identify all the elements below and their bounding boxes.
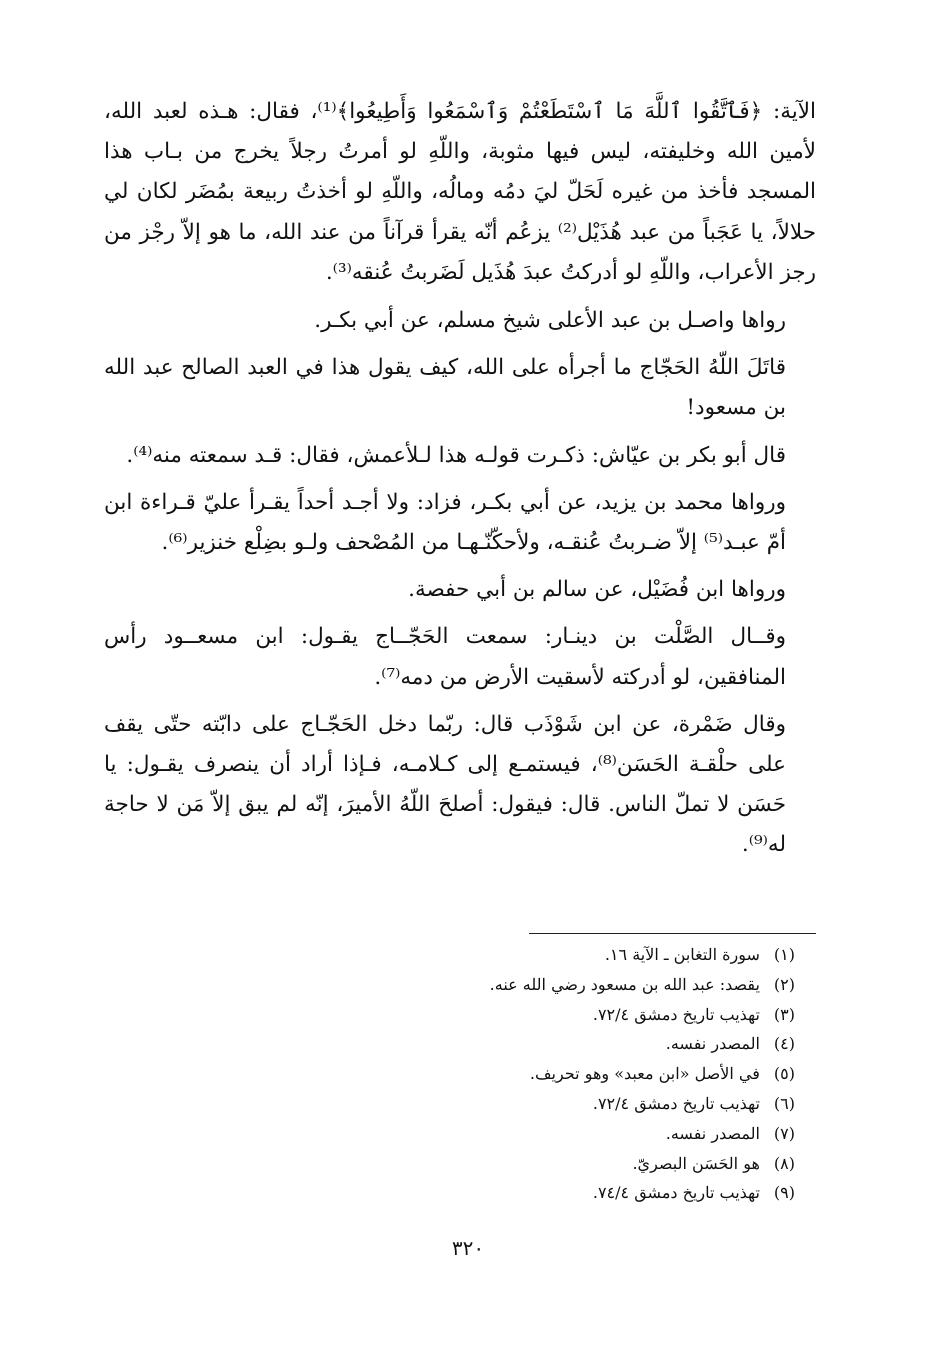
footnote-number: (٢) — [773, 974, 795, 994]
footnote-item — [300, 1149, 795, 1179]
footnote-divider — [529, 933, 816, 934]
main-text — [104, 92, 816, 873]
footnote-text: سورة التغابن ـ الآية ١٦. — [604, 945, 760, 964]
footnote-number: (٨) — [773, 1153, 795, 1173]
paragraph: قال أبو بكر بن عيّاش: ذكـرت قولـه هذا لـلأعمش، فقال: قـد سمعته منه⁽⁴⁾. — [126, 442, 786, 468]
paragraph: وقــال الصَّلْت بن دينـار: سمعت الحَجّــاج يقـول: ابن مسعــود رأس المنافقين، لو أدركته لأسقيت الأرض من دمه⁽⁷⁾. — [104, 624, 786, 690]
footnote-item — [300, 1000, 795, 1030]
footnote-item — [300, 1119, 795, 1149]
paragraph: ورواها محمد بن يزيد، عن أبي بكـر، فزاد: ولا أجـد أحداً يقـرأ عليّ قـراءة ابن أمّ عبـد⁽⁵⁾ إلاّ ضـربتُ عُنقـه، ولأحكّنّـهـا من المُصْحف ولـو بضِلْع خنزير⁽⁶⁾. — [104, 489, 786, 556]
footnotes — [300, 940, 795, 1208]
footnote-item — [300, 940, 795, 970]
footnote-text: تهذيب تاريخ دمشق ٧٢/٤. — [592, 1093, 760, 1113]
paragraph: الآية: ﴿فَٱتَّقُوا ٱللَّهَ مَا ٱسْتَطَعْتُمْ وَٱسْمَعُوا وَأَطِيعُوا﴾⁽¹⁾، فقال: هـذه لعبد الله، لأمين الله وخليفته، ليس فيها مثوبة، واللّهِ لو أمرتُ رجلاً يخرج من بـاب هذا المسجد فأخذ من غيره لَحَلّ ليَ دمُه ومالُه، واللّهِ لو أخذتُ ربيعة بمُضَر لكان لي حلالاً، يا عَجَباً من عبد هُذَيْل⁽²⁾ يزعُم أنّه يقرأ قرآناً من عند الله، ما هو إلاّ رجْز من رجز الأعراب، واللّهِ لو أدركتُ عبدَ هُذَيل لَضَربتُ عُنقه⁽³⁾. — [104, 99, 816, 285]
footnote-text: يقصد: عبد الله بن مسعود رضي الله عنه. — [489, 974, 760, 994]
paragraph: قاتَلَ اللّهُ الحَجّاج ما أجرأه على الله، كيف يقول هذا في العبد الصالح عبد الله بن مسعود! — [104, 355, 786, 421]
footnote-text: تهذيب تاريخ دمشق ٧٤/٤. — [592, 1183, 760, 1203]
footnote-number: (٤) — [773, 1034, 795, 1054]
footnote-number: (٥) — [773, 1064, 795, 1084]
paragraph: وقال ضَمْرة، عن ابن شَوْذَب قال: ربّما دخل الحَجّـاج على دابّته حتّى يقف على حلْقـة الحَسَن⁽⁸⁾، فيستمـع إلى كـلامـه، فـإذا أراد أن ينصرف يقـول: يا حَسَن لا تملّ الناس. قال: فيقول: أصلحَ اللّهُ الأميرَ، إنّه لم يبق إلاّ مَن لا حاجة له⁽⁹⁾. — [104, 711, 786, 858]
page-number: ٣٢٠ — [451, 1236, 485, 1260]
footnote-item — [300, 1178, 795, 1208]
footnote-number: (١) — [773, 945, 795, 964]
footnote-item — [300, 1059, 795, 1089]
footnote-text: في الأصل «ابن معبد» وهو تحريف. — [529, 1064, 760, 1084]
footnote-item — [300, 1029, 795, 1059]
footnote-text: المصدر نفسه. — [665, 1123, 760, 1143]
footnote-text: هو الحَسَن البصريّ. — [632, 1153, 760, 1173]
footnote-text: المصدر نفسه. — [665, 1034, 760, 1054]
footnote-text: تهذيب تاريخ دمشق ٧٢/٤. — [592, 1004, 760, 1024]
paragraph: ورواها ابن فُضَيْل، عن سالم بن أبي حفصة. — [408, 577, 786, 603]
footnote-item — [300, 1089, 795, 1119]
footnote-number: (٧) — [773, 1123, 795, 1143]
footnote-number: (٩) — [773, 1183, 795, 1203]
footnote-number: (٦) — [773, 1093, 795, 1113]
paragraph: رواها واصـل بن عبد الأعلى شيخ مسلم، عن أبي بكـر. — [314, 308, 786, 334]
footnote-number: (٣) — [773, 1004, 795, 1024]
footnote-item — [300, 970, 795, 1000]
